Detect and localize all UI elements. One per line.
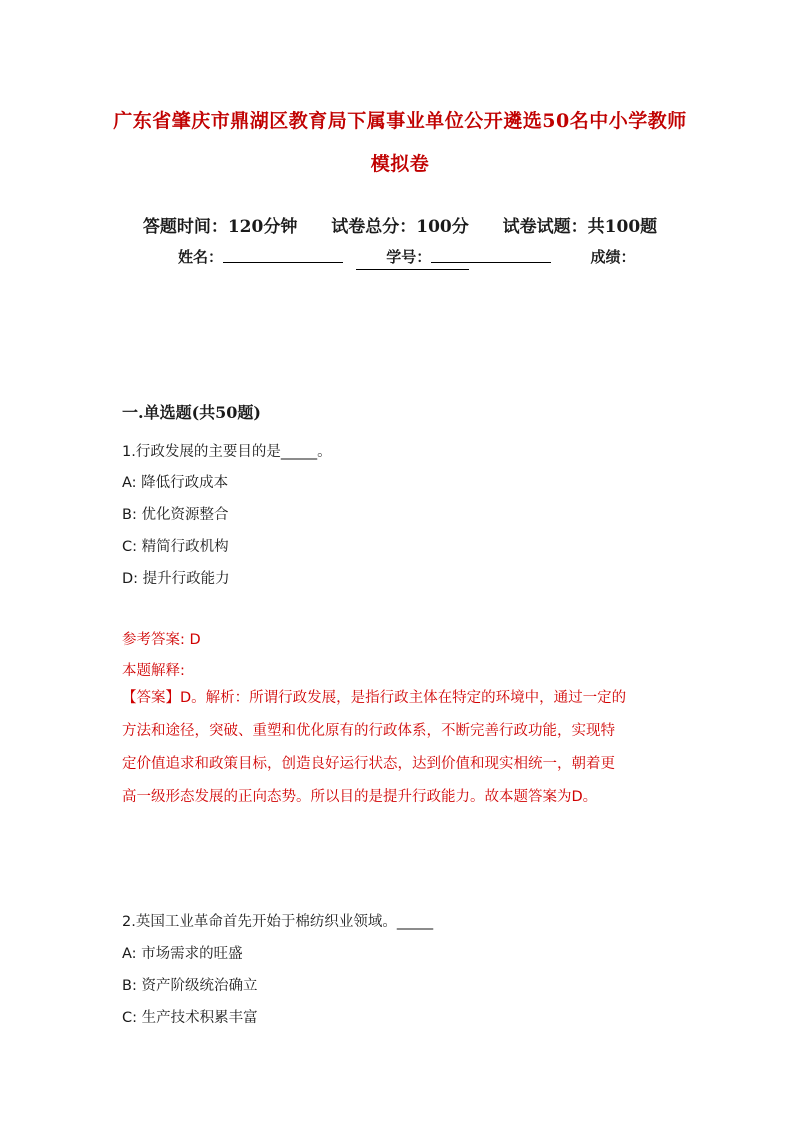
reference-answer: 参考答案: D <box>122 632 201 648</box>
explanation-line: 定价值追求和政策目标，创造良好运行状态，达到价值和现实相统一，朝着更 <box>122 756 615 772</box>
document-title-line2: 模拟卷 <box>370 153 430 175</box>
question-stem: 2.英国工业革命首先开始于棉纺织业领域。_____ <box>122 914 434 930</box>
score-label: 成绩： <box>590 248 636 266</box>
question-option: C: 精简行政机构 <box>122 539 229 555</box>
question-stem: 1.行政发展的主要目的是_____。 <box>122 444 332 460</box>
name-label: 姓名： <box>178 248 224 266</box>
score-blank[interactable] <box>356 269 469 270</box>
question-option: B: 优化资源整合 <box>122 507 229 523</box>
exam-time: 答题时间：120分钟 <box>142 217 298 237</box>
question-option: D: 提升行政能力 <box>122 571 230 587</box>
question-option: B: 资产阶级统治确立 <box>122 978 258 994</box>
explanation-text <box>122 682 692 814</box>
explanation-label: 本题解释: <box>122 663 185 679</box>
question-option: C: 生产技术积累丰富 <box>122 1010 258 1026</box>
student-info-row <box>178 246 636 267</box>
explanation-line: 高一级形态发展的正向态势。所以目的是提升行政能力。故本题答案为D。 <box>122 789 598 805</box>
explanation-line: 【答案】D。解析：所谓行政发展，是指行政主体在特定的环境中，通过一定的 <box>122 690 627 706</box>
explanation-line: 方法和途径，突破、重塑和优化原有的行政体系，不断完善行政功能，实现特 <box>122 723 615 739</box>
question-option: A: 降低行政成本 <box>122 475 229 491</box>
question-option: A: 市场需求的旺盛 <box>122 946 243 962</box>
name-blank[interactable] <box>223 248 343 263</box>
total-score: 试卷总分：100分 <box>331 217 469 237</box>
exam-meta-row <box>0 212 800 237</box>
document-title-line1: 广东省肇庆市鼎湖区教育局下属事业单位公开遴选50名中小学教师 <box>113 110 687 132</box>
section-title: 一.单选题(共50题) <box>122 403 261 422</box>
total-questions: 试卷试题：共100题 <box>502 217 658 237</box>
id-label: 学号： <box>386 248 432 266</box>
id-blank[interactable] <box>431 248 551 263</box>
